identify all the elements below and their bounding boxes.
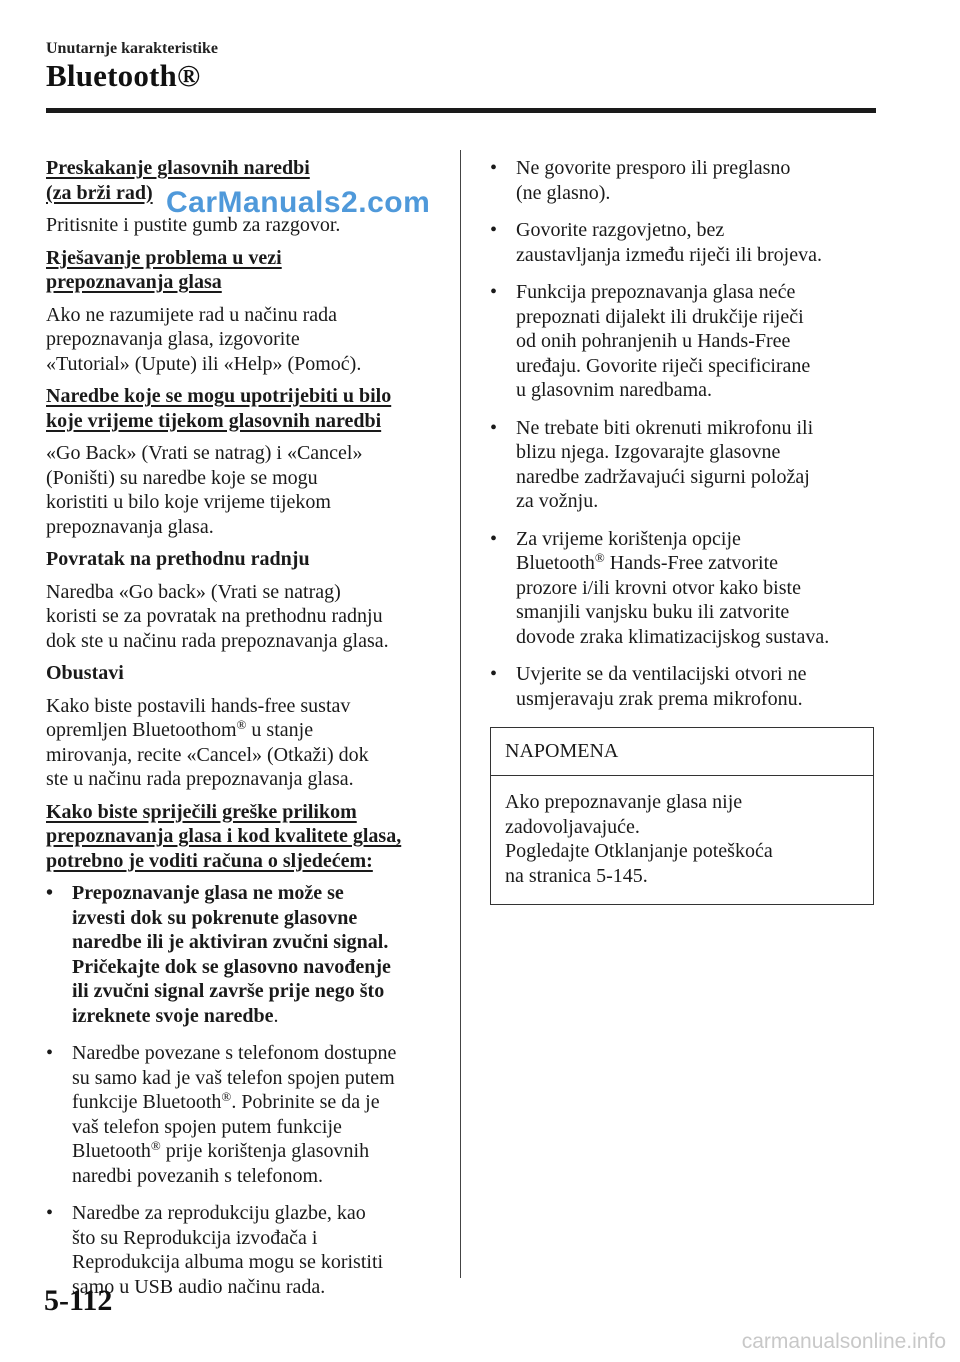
paragraph-troubleshooting: Ako ne razumijete rad u načinu rada prepoznavanja glasa, izgovorite «Tutorial» (Upute) ili «Help» (Pomoć). — [46, 303, 362, 375]
paragraph-anytime-commands: «Go Back» (Vrati se natrag) i «Cancel» (Poništi) su naredbe koje se mogu koristiti u bilo koje vrijeme tijekom prepoznavanja glasa. — [46, 442, 363, 538]
list-item: • Naredbe za reprodukciju glazbe, kao što su Reprodukcija izvođača i Reprodukcija albuma mogu se koristiti samo u USB audio načinu rada. — [46, 1202, 384, 1298]
subheading-troubleshooting: Rješavanje problema u vezi prepoznavanja glasa — [46, 246, 282, 293]
bullet-icon: • — [490, 281, 498, 303]
bullet-icon: • — [46, 882, 54, 904]
page-number: 5-112 — [44, 1284, 113, 1317]
right-column — [490, 156, 886, 905]
list-item: • Govorite razgovjetno, bez zaustavljanja između riječi ili brojeva. — [490, 219, 822, 266]
list-item: • Ne trebate biti okrenuti mikrofonu ili blizu njega. Izgovarajte glasovne naredbe zadržavajući sigurni položaj za vožnju. — [490, 416, 814, 512]
list-item: • Ne govorite presporo ili preglasno (ne glasno). — [490, 157, 791, 204]
left-column — [46, 156, 442, 1312]
column-divider — [460, 150, 461, 1278]
list-item: • Naredbe povezane s telefonom dostupne su samo kad je vaš telefon spojen putem funkcije Bluetooth®. Pobrinite se da je vaš telefon spojen putem funkcije Bluetooth® prije korištenja glasovnih naredbi povezanih s telefonom. — [46, 1042, 397, 1187]
bullet-icon: • — [46, 1042, 54, 1064]
list-item: • Prepoznavanje glasa ne može se izvesti dok su pokrenute glasovne naredbe ili je aktiviran zvučni signal. Pričekajte dok se glasovno navođenje ili zvučni signal završe prije nego što izreknete svoje naredbe. — [46, 882, 391, 1027]
section-label: Unutarnje karakteristike — [46, 40, 218, 57]
right-bullet-list — [490, 156, 886, 711]
watermark-top: CarManuals2.com — [166, 186, 431, 219]
paragraph-go-back: Naredba «Go back» (Vrati se natrag) koristi se za povratak na prethodnu radnju dok ste u načinu rada prepoznavanja glasa. — [46, 580, 389, 652]
note-heading: NAPOMENA — [491, 728, 873, 776]
left-bullet-list — [46, 881, 442, 1299]
subheading-prevent-errors: Kako biste spriječili greške prilikom prepoznavanja glasa i kod kvalitete glasa, potrebno je voditi računa o sljedećem: — [46, 800, 402, 872]
list-item: • Uvjerite se da ventilacijski otvori ne usmjeravaju zrak prema mikrofonu. — [490, 663, 807, 710]
title-rule — [46, 108, 876, 113]
note-box — [490, 727, 874, 905]
paragraph-cancel: Kako biste postavili hands-free sustav opremljen Bluetoothom® u stanje mirovanja, recite «Cancel» (Otkaži) dok ste u načinu rada prepoznavanja glasa. — [46, 694, 369, 790]
subheading-skip-commands: Preskakanje glasovnih naredbi (za brži rad) — [46, 157, 310, 204]
subheading-anytime-commands: Naredbe koje se mogu upotrijebiti u bilo koje vrijeme tijekom glasovnih naredbi — [46, 385, 392, 432]
subheading-go-back: Povratak na prethodnu radnju — [46, 548, 310, 570]
bullet-icon: • — [490, 157, 498, 179]
bullet-icon: • — [46, 1202, 54, 1224]
list-item: • Za vrijeme korištenja opcije Bluetooth® Hands-Free zatvorite prozore i/ili krovni otvor kako biste smanjili vanjsku buku ili zatvorite dovode zraka klimatizacijskog sustava. — [490, 527, 830, 648]
note-body: Ako prepoznavanje glasa nije zadovoljavajuće. Pogledajte Otklanjanje poteškoća na stranica 5-145. — [505, 791, 773, 887]
watermark-bottom: carmanualsonline.info — [741, 1330, 946, 1353]
subheading-cancel: Obustavi — [46, 662, 124, 684]
paragraph-skip-commands: Pritisnite i pustite gumb za razgovor. — [46, 214, 341, 236]
bullet-icon: • — [490, 663, 498, 685]
list-item: • Funkcija prepoznavanja glasa neće prepoznati dijalekt ili drukčije riječi od onih pohranjenih u Hands-Free uređaju. Govorite riječi specificirane u glasovnim naredbama. — [490, 281, 811, 401]
bullet-icon: • — [490, 416, 498, 439]
bullet-icon: • — [490, 527, 498, 550]
page-title: Bluetooth® — [46, 58, 201, 93]
bullet-icon: • — [490, 219, 498, 241]
